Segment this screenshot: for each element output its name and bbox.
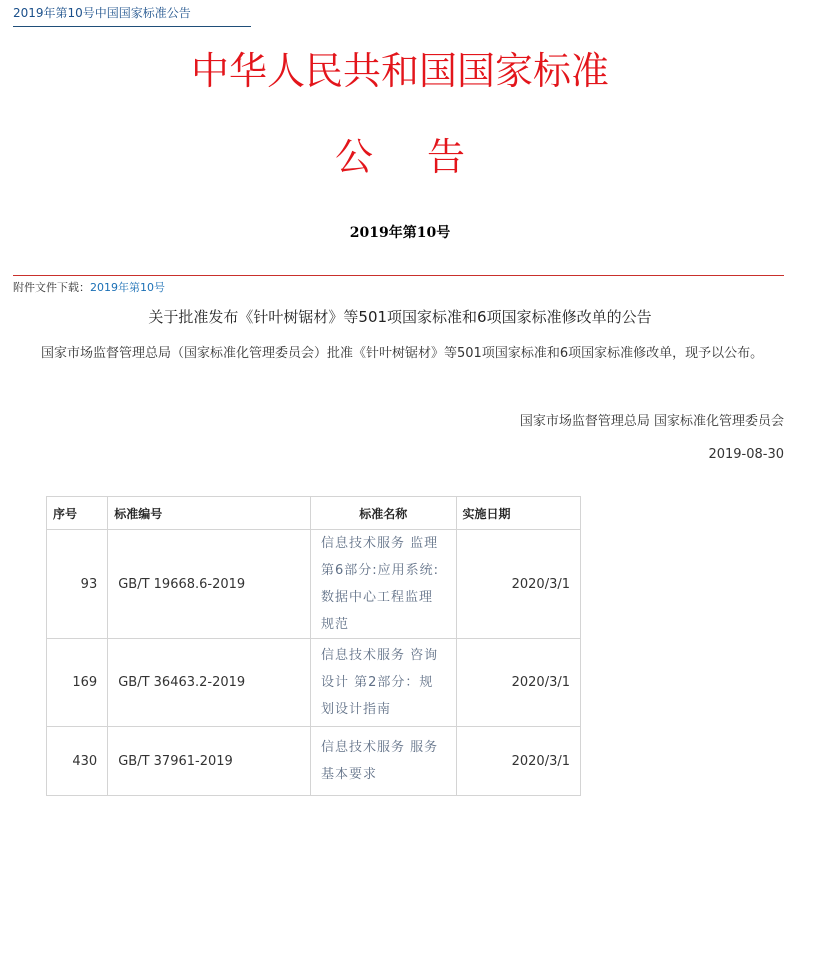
table-row [47, 530, 581, 639]
attachment-line [13, 279, 165, 295]
notice-title: 关于批准发布《针叶树锯材》等501项国家标准和6项国家标准修改单的公告 [148, 308, 652, 326]
header-name: 标准名称 [310, 497, 456, 530]
row-name: 信息技术服务 监理 第6部分:应用系统:数据中心工程监理规范 [310, 530, 456, 639]
attachment-label: 附件文件下载： [13, 281, 90, 294]
standards-table [46, 496, 581, 796]
row-code: GB/T 37961-2019 [108, 727, 311, 796]
row-code: GB/T 19668.6-2019 [108, 530, 311, 639]
signatory: 国家市场监督管理总局 国家标准化管理委员会 [519, 414, 784, 429]
row-name: 信息技术服务 服务基本要求 [310, 727, 456, 796]
row-no: 169 [47, 639, 108, 727]
row-date: 2020/3/1 [456, 530, 581, 639]
sign-date: 2019-08-30 [708, 447, 784, 462]
attachment-download-link[interactable]: 2019年第10号 [90, 281, 165, 294]
row-no: 430 [47, 727, 108, 796]
page-tab-title: 2019年第10号中国国家标准公告 [13, 6, 191, 20]
table-header-row [47, 497, 581, 530]
row-no: 93 [47, 530, 108, 639]
tab-underline [13, 26, 251, 27]
notice-body: 国家市场监督管理总局（国家标准化管理委员会）批准《针叶树锯材》等501项国家标准和6项国家标准修改单，现予以公布。 [41, 346, 764, 361]
header-code: 标准编号 [108, 497, 311, 530]
org-title: 中华人民共和国国家标准 [190, 49, 609, 93]
row-date: 2020/3/1 [456, 639, 581, 727]
row-code: GB/T 36463.2-2019 [108, 639, 311, 727]
issue-number: 2019年第10号 [349, 225, 451, 241]
table-row [47, 639, 581, 727]
notice-heading: 公告 [334, 135, 519, 179]
header-date: 实施日期 [456, 497, 581, 530]
divider-rule [13, 275, 784, 276]
row-date: 2020/3/1 [456, 727, 581, 796]
row-name: 信息技术服务 咨询设计 第2部分：规划设计指南 [310, 639, 456, 727]
header-no: 序号 [47, 497, 108, 530]
table-row [47, 727, 581, 796]
